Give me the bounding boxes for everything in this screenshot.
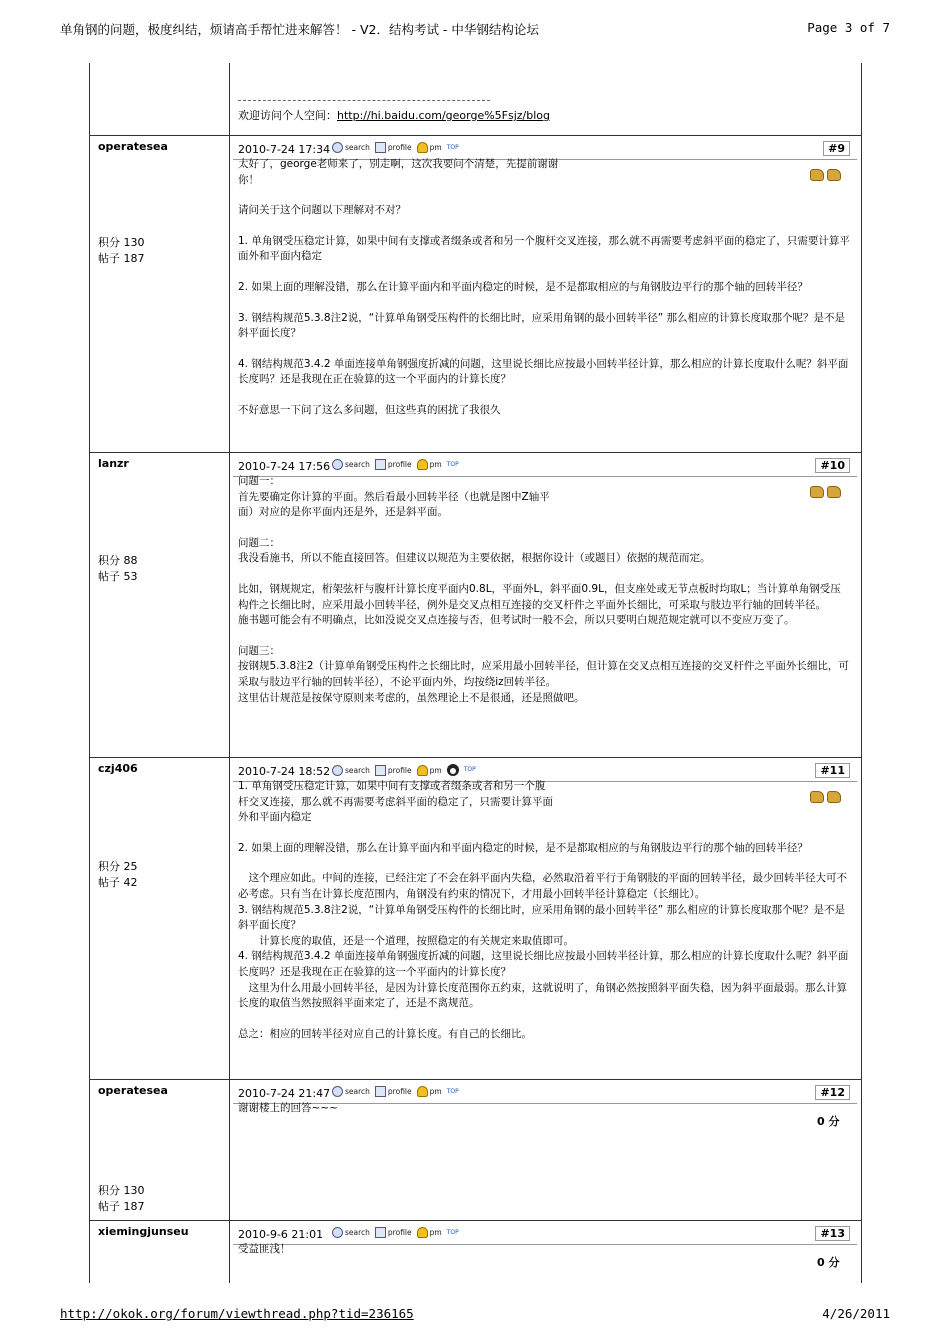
top-link[interactable] (464, 766, 474, 774)
vote-buttons (810, 486, 841, 498)
author-posts (98, 875, 138, 891)
post-number[interactable]: #9 (823, 141, 850, 156)
thumbs-down-icon[interactable] (827, 791, 841, 803)
author-stats (98, 235, 145, 267)
search-label: search (345, 765, 370, 775)
profile-link[interactable] (375, 1227, 412, 1238)
post-body (238, 779, 850, 1042)
thumbs-up-icon[interactable] (810, 791, 824, 803)
post-paragraph: 这个理应如此。中间的连接，已经注定了不会在斜平面内失稳，必然取沿着平行于角钢肢的平面的回转半径，最少回转半径大可不必考虑。只有当在计算长度范围内，角钢没有约束的情况下，才用最小回转半径计算稳定（长细比）。 3. 钢结构规范5.3.8注2说，“计算单角钢受压构件的长细比时，应采用角钢的最小回转半径” 那么相应的计算长度取那个呢？是不是斜平面长度？ 计算长度的取值，还是一个道理，按照稳定的有关规定来取值即可。 4. 钢结构规范3.4.2 单面连接单角钢强度折减的问题，这里说长细比应按最小回转半径计算，那么相应的计算长度取什么呢？斜平面长度吗？还是我现在正在验算的这一个平面内的计算长度？ 这里为什么用最小回转半径，是因为计算长度范围你五约束，这就说明了，角钢必然按照斜平面失稳，因为斜平面最弱。那么计算长度的取值当然按照斜平面来定了，还是不离规范。 (238, 872, 849, 1010)
post-paragraph: 问题二： 我没看施书，所以不能直接回答。但建议以规范为主要依据，根据你设计（或题目）依据的规范而定。 (238, 536, 711, 565)
posts-value: 42 (123, 876, 138, 889)
search-icon (332, 1227, 343, 1238)
search-icon (332, 459, 343, 470)
post-author[interactable]: operatesea (98, 1084, 168, 1097)
points-label: 积分 (98, 554, 120, 567)
post-line: 1. 单角钢受压稳定计算，如果中间有支撑或者缀条或者和另一个腹 (238, 780, 546, 792)
post-meta (238, 1227, 850, 1243)
search-label: search (345, 143, 370, 152)
profile-label: profile (387, 143, 412, 152)
profile-icon (375, 142, 386, 153)
top-icon: TOP (463, 766, 476, 773)
profile-icon (375, 1086, 386, 1097)
top-link[interactable] (447, 1229, 457, 1237)
posts-value: 187 (123, 1200, 145, 1213)
post-body (238, 157, 850, 419)
top-link[interactable] (447, 144, 457, 152)
pm-link[interactable] (417, 142, 442, 153)
top-icon: TOP (446, 460, 459, 468)
pm-label: pm (429, 143, 442, 152)
post-line: 面）对应的是你平面内还是外，还是斜平面。 (238, 506, 448, 519)
pm-icon (417, 765, 428, 776)
post-body (238, 1101, 850, 1117)
post-date: 2010-9-6 21:01 (238, 1228, 324, 1241)
print-header (60, 20, 890, 36)
post-line: 杆交叉连接，那么就不再需要考虑斜平面的稳定了，只需要计算平面 (238, 795, 553, 808)
column-divider (229, 63, 230, 1283)
post-number[interactable]: #13 (815, 1226, 850, 1241)
post-separator (90, 757, 861, 758)
profile-icon (375, 765, 386, 776)
post-tools (332, 459, 457, 470)
author-posts (98, 1199, 145, 1215)
thumbs-up-icon[interactable] (810, 169, 824, 181)
post-line: 首先要确定你计算的平面。然后看最小回转半径（也就是图中Z轴平 (238, 490, 550, 503)
profile-icon (375, 459, 386, 470)
post-paragraph: 问题三： 按钢规5.3.8注2（计算单角钢受压构件之长细比时，应采用最小回转半径，但计算在交叉点相互连接的交叉杆件之平面外长细比，可采取与肢边平行轴的回转半径），不论平面内外，均按绕iz回转半径。 这里估计规范是按保守原则来考虑的，虽然理论上不是很通，还是照做吧。 (238, 644, 849, 704)
post-author[interactable]: lanzr (98, 457, 129, 470)
author-stats (98, 859, 138, 891)
pm-icon (417, 142, 428, 153)
author-posts (98, 251, 145, 267)
post-meta (238, 764, 850, 780)
post-tools (332, 1086, 457, 1097)
points-value: 88 (123, 554, 138, 567)
pm-icon (417, 1086, 428, 1097)
author-stats (98, 1183, 145, 1215)
post-paragraph: 请问关于这个问题以下理解对不对？ (238, 204, 406, 217)
post-score: 0 分 (817, 1256, 840, 1269)
thumbs-down-icon[interactable] (827, 486, 841, 498)
pm-label: pm (429, 1228, 442, 1237)
post-meta (238, 1086, 850, 1102)
post-paragraph: 不好意思一下问了这么多问题，但这些真的困扰了我很久 (238, 403, 501, 416)
search-link[interactable] (332, 1086, 370, 1097)
post-date: 2010-7-24 17:56 (238, 460, 331, 473)
profile-link[interactable] (375, 142, 412, 153)
post-paragraph: 总之：相应的回转半径对应自己的计算长度。有自己的长细比。 (238, 1027, 532, 1040)
pm-label: pm (429, 1087, 442, 1096)
page-title: 单角钢的问题，极度纠结，烦请高手帮忙进来解答！ - V2．结构考试 - 中华钢结构论坛 (60, 22, 539, 37)
search-link[interactable] (332, 1227, 370, 1238)
profile-label: profile (387, 460, 412, 469)
points-label: 积分 (98, 1184, 120, 1197)
search-link[interactable] (332, 142, 370, 153)
pm-link[interactable] (417, 459, 442, 470)
thumbs-up-icon[interactable] (810, 486, 824, 498)
post-author[interactable]: operatesea (98, 140, 168, 153)
pm-label: pm (429, 460, 442, 469)
top-icon: TOP (446, 1087, 459, 1095)
post-body (238, 474, 850, 706)
thread-table (89, 63, 862, 1283)
post-number[interactable]: #10 (815, 458, 850, 473)
points-label: 积分 (98, 236, 120, 249)
qq-icon[interactable] (447, 764, 459, 776)
search-label: search (345, 460, 370, 469)
search-link[interactable] (332, 765, 370, 776)
post-meta (238, 142, 850, 158)
profile-label: profile (387, 765, 412, 775)
post-paragraph: 比如，钢规规定，桁架弦杆与腹杆计算长度平面内0.8L，平面外L，斜平面0.9L，但支座处或无节点板时均取L；当计算单角钢受压构件之长细比时，应采用最小回转半径，例外是交叉点相互连接的交叉杆件之平面外长细比，可采取与肢边平行轴的回转半径。 施书题可能会有不明确点，比如没说交叉点连接与否，但考试时一般不会，所以只要明白规范规定就可以不变应万变了。 (238, 582, 841, 627)
post-tools (332, 764, 474, 776)
author-points (98, 235, 145, 251)
profile-label: profile (387, 1228, 412, 1237)
search-icon (332, 142, 343, 153)
search-link[interactable] (332, 459, 370, 470)
post-separator (90, 135, 861, 136)
top-icon: TOP (446, 1228, 459, 1236)
author-points (98, 859, 138, 875)
profile-link[interactable] (375, 765, 412, 776)
page-number: Page 3 of 7 (807, 20, 890, 35)
signature-link[interactable]: http://hi.baidu.com/george%5Fsjz/blog (337, 109, 551, 122)
post-separator (90, 452, 861, 453)
points-label: 积分 (98, 860, 120, 873)
post-line: 外和平面内稳定 (238, 811, 312, 824)
search-label: search (345, 1228, 370, 1237)
page-url[interactable]: http://okok.org/forum/viewthread.php?tid=236165 (60, 1306, 414, 1321)
points-value: 130 (123, 236, 145, 249)
thumbs-down-icon[interactable] (827, 169, 841, 181)
search-icon (332, 1086, 343, 1097)
top-link[interactable] (447, 461, 457, 469)
search-icon (332, 765, 343, 776)
post-number[interactable]: #12 (815, 1085, 850, 1100)
post-date: 2010-7-24 18:52 (238, 765, 331, 778)
pm-link[interactable] (417, 1227, 442, 1238)
post-paragraph: 2. 如果上面的理解没错，那么在计算平面内和平面内稳定的时候，是不是都取相应的与角钢肢边平行的那个轴的回转半径？ (238, 841, 808, 854)
post-paragraph: 4. 钢结构规范3.4.2 单面连接单角钢强度折减的问题，这里说长细比应按最小回转半径计算，那么相应的计算长度取什么呢？斜平面长度吗？还是我现在正在验算的这一个平面内的计算长度？ (238, 357, 849, 386)
posts-value: 53 (123, 570, 138, 583)
author-points (98, 553, 138, 569)
posts-label: 帖子 (98, 570, 120, 583)
print-date: 4/26/2011 (822, 1306, 890, 1321)
post-author[interactable]: xiemingjunseu (98, 1225, 189, 1238)
profile-link[interactable] (375, 1086, 412, 1097)
author-points (98, 1183, 145, 1199)
post-tools (332, 142, 457, 153)
pm-icon (417, 459, 428, 470)
posts-label: 帖子 (98, 1200, 120, 1213)
post-line: 你！ (238, 173, 259, 186)
post-line: 问题一： (238, 475, 280, 487)
pm-link[interactable] (417, 765, 442, 776)
signature-label: 欢迎访问个人空间： (238, 109, 337, 122)
post-separator (90, 1079, 861, 1080)
vote-buttons (810, 169, 841, 181)
post-author[interactable]: czj406 (98, 762, 138, 775)
post-body (238, 1242, 850, 1258)
points-value: 130 (123, 1184, 145, 1197)
post-paragraph: 3. 钢结构规范5.3.8注2说，“计算单角钢受压构件的长细比时，应采用角钢的最小回转半径” 那么相应的计算长度取那个呢？是不是斜平面长度？ (238, 311, 845, 340)
post-separator (90, 1220, 861, 1221)
profile-link[interactable] (375, 459, 412, 470)
signature-divider (238, 100, 490, 101)
post-paragraph: 1. 单角钢受压稳定计算，如果中间有支撑或者缀条或者和另一个腹杆交叉连接，那么就不再需要考虑斜平面的稳定了，只需要计算平面外和平面内稳定 (238, 234, 850, 263)
post-date: 2010-7-24 21:47 (238, 1087, 331, 1100)
pm-link[interactable] (417, 1086, 442, 1097)
vote-buttons (810, 791, 841, 803)
posts-label: 帖子 (98, 876, 120, 889)
points-value: 25 (123, 860, 138, 873)
post-meta (238, 459, 850, 475)
post-tools (332, 1227, 457, 1238)
post-paragraph: 2. 如果上面的理解没错，那么在计算平面内和平面内稳定的时候，是不是都取相应的与角钢肢边平行的那个轴的回转半径？ (238, 280, 808, 293)
author-posts (98, 569, 138, 585)
post-score: 0 分 (817, 1115, 840, 1128)
post-line: 受益匪浅！ (238, 1243, 291, 1255)
pm-label: pm (429, 765, 442, 775)
post-date: 2010-7-24 17:34 (238, 143, 331, 156)
profile-label: profile (387, 1087, 412, 1096)
top-link[interactable] (447, 1088, 457, 1096)
post-line: 太好了，george老师来了，别走啊，这次我要问个清楚，先提前谢谢 (238, 158, 559, 170)
pm-icon (417, 1227, 428, 1238)
top-icon: TOP (446, 143, 459, 151)
post-number[interactable]: #11 (815, 763, 850, 778)
author-stats (98, 553, 138, 585)
posts-value: 187 (123, 252, 145, 265)
post-line: 谢谢楼上的回答~~~ (238, 1102, 338, 1114)
search-label: search (345, 1087, 370, 1096)
profile-icon (375, 1227, 386, 1238)
signature (238, 100, 550, 123)
posts-label: 帖子 (98, 252, 120, 265)
